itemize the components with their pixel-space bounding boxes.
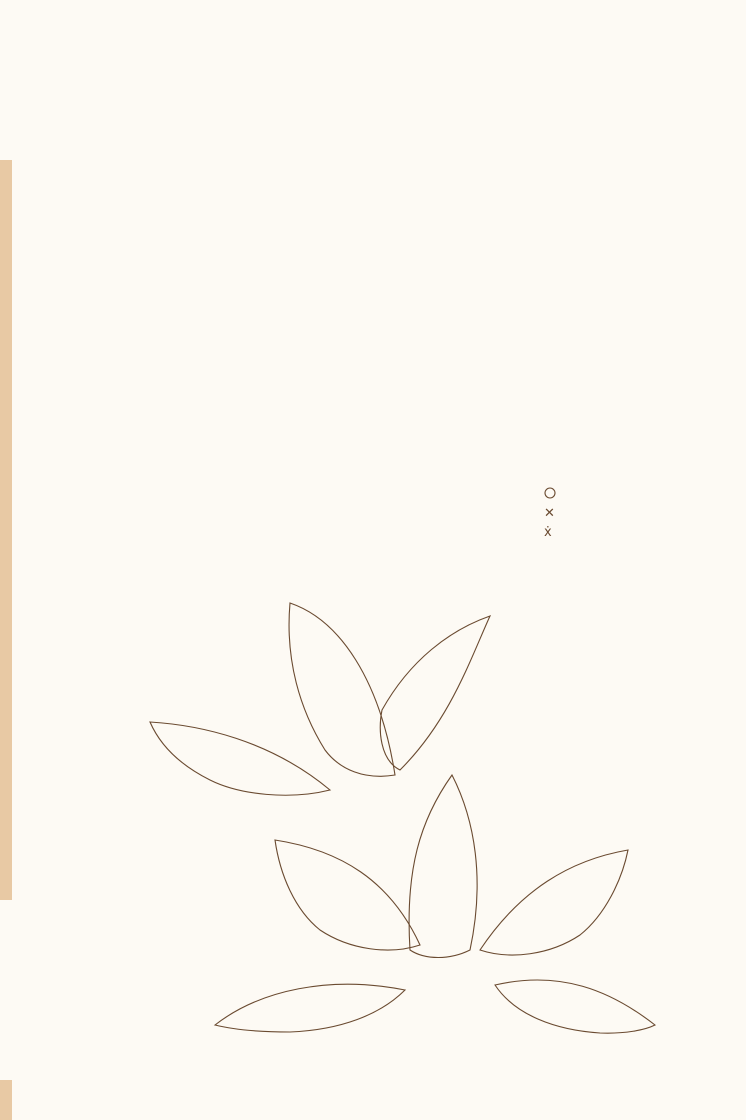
petal-left-lower <box>215 984 405 1032</box>
legend-x-symbol: ✕ <box>544 506 555 521</box>
petal-center <box>409 775 477 958</box>
legend-chain-symbol <box>545 488 555 498</box>
legend-relief-symbol: ẋ <box>544 525 552 540</box>
leaf-3 <box>150 722 330 795</box>
placemat-layout <box>150 603 655 1033</box>
petal-left-upper <box>275 840 420 950</box>
leaf-2 <box>380 616 490 770</box>
leaf-1 <box>289 603 395 776</box>
petal-right-upper <box>480 850 628 955</box>
petal-right-lower <box>495 980 655 1033</box>
